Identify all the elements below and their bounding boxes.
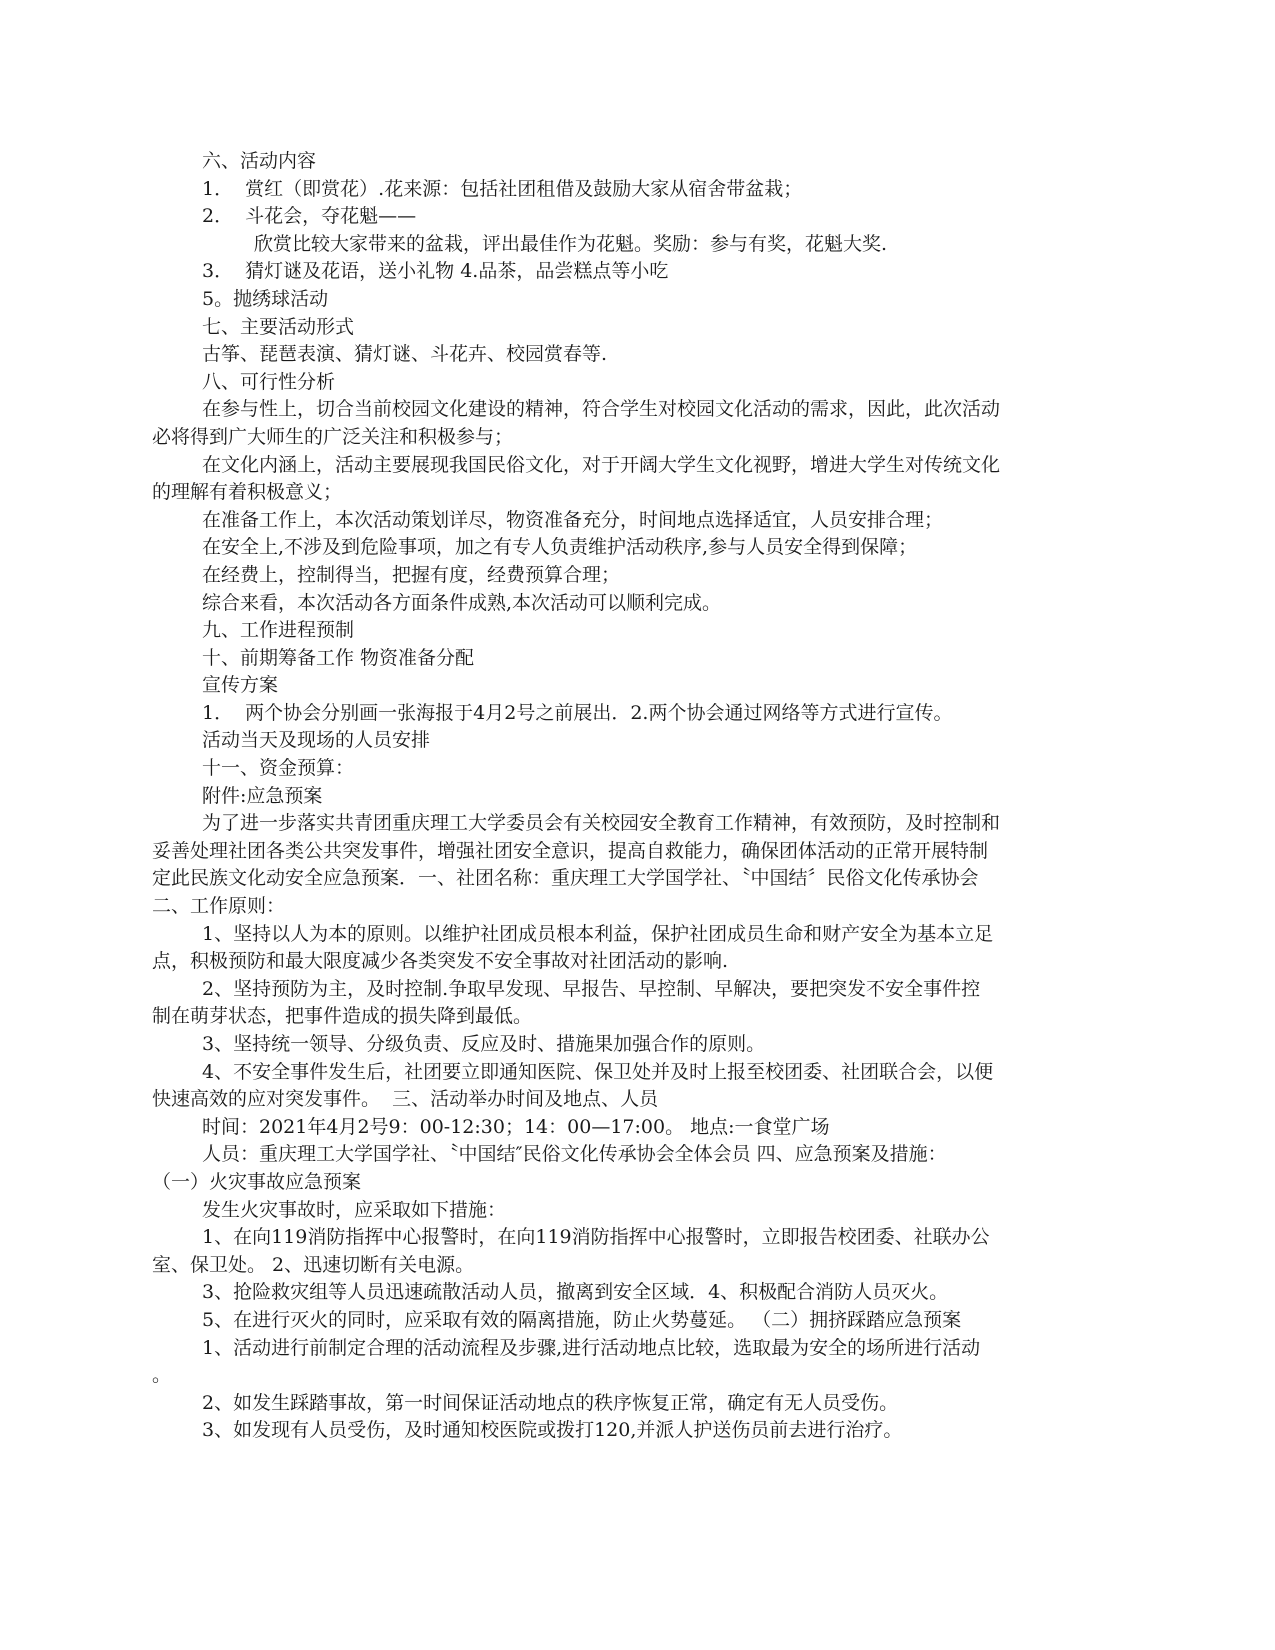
text-line: 2、如发生踩踏事故，第一时间保证活动地点的秩序恢复正常，确定有无人员受伤。: [202, 1391, 899, 1414]
text-line: 宣传方案: [202, 674, 279, 697]
text-line: 十、前期筹备工作 物资准备分配: [202, 646, 475, 669]
text-line: 3． 猜灯谜及花语，送小礼物 4.品茶，品尝糕点等小吃: [202, 260, 669, 283]
text-line: 妥善处理社团各类公共突发事件，增强社团安全意识，提高自救能力，确保团体活动的正常开展特制: [152, 839, 989, 862]
text-line: 2、坚持预防为主，及时控制.争取早发现、早报告、早控制、早解决，要把突发不安全事件控: [202, 977, 981, 1000]
text-line: 古筝、琵琶表演、猜灯谜、斗花卉、校园赏春等.: [202, 343, 608, 366]
text-line: 室、保卫处。 2、迅速切断有关电源。: [152, 1253, 475, 1276]
text-line: 人员：重庆理工大学国学社、〝中国结″民俗文化传承协会全体会员 四、应急预案及措施：: [202, 1143, 947, 1166]
text-line: 1、活动进行前制定合理的活动流程及步骤,进行活动地点比较，选取最为安全的场所进行活动: [202, 1336, 981, 1359]
text-line: 定此民族文化动安全应急预案．一、社团名称：重庆理工大学国学社、〝中国结〞民俗文化传承协会: [152, 867, 979, 890]
text-line: 在参与性上，切合当前校园文化建设的精神，符合学生对校园文化活动的需求，因此，此次活动: [202, 398, 1001, 421]
text-line: 2． 斗花会，夺花魁——: [202, 205, 417, 228]
document-page: [152, 148, 1130, 1445]
text-line: 点，积极预防和最大限度减少各类突发不安全事故对社团活动的影响.: [152, 950, 729, 973]
text-line: 4、不安全事件发生后，社团要立即通知医院、保卫处并及时上报至校团委、社团联合会，以便: [202, 1060, 994, 1083]
text-line: 必将得到广大师生的广泛关注和积极参与；: [152, 425, 514, 448]
text-line: 综合来看，本次活动各方面条件成熟,本次活动可以顺利完成。: [202, 591, 722, 614]
text-line: 在文化内涵上，活动主要展现我国民俗文化，对于开阔大学生文化视野，增进大学生对传统文化: [202, 453, 1001, 476]
text-line: 时间：2021年4月2号9：00-12:30；14：00—17:00。 地点:一食堂广场: [202, 1115, 830, 1138]
text-line: 1． 两个协会分别画一张海报于4月2号之前展出．2.两个协会通过网络等方式进行宣传。: [202, 701, 953, 724]
text-line: 在准备工作上，本次活动策划详尽，物资准备充分，时间地点选择适宜，人员安排合理；: [202, 508, 944, 531]
text-line: 快速高效的应对突发事件。 三、活动举办时间及地点、人员: [152, 1088, 659, 1111]
text-line: 二、工作原则：: [152, 895, 286, 918]
text-line: 3、坚持统一领导、分级负责、反应及时、措施果加强合作的原则。: [202, 1033, 766, 1055]
text-line: 5。抛绣球活动: [202, 287, 329, 310]
text-line: 发生火灾事故时，应采取如下措施：: [202, 1198, 507, 1221]
text-line: 3、如发现有人员受伤，及时通知校医院或拨打120,并派人护送伤员前去进行治疗。: [202, 1419, 903, 1442]
text-line: 欣赏比较大家带来的盆栽，评出最佳作为花魁。奖励：参与有奖，花魁大奖.: [254, 232, 888, 255]
text-line: 为了进一步落实共青团重庆理工大学委员会有关校园安全教育工作精神，有效预防，及时控制和: [202, 812, 1001, 835]
text-line: 的理解有着积极意义；: [152, 481, 343, 504]
text-line: 3、抢险救灾组等人员迅速疏散活动人员，撤离到安全区域．4、积极配合消防人员灭火。: [202, 1281, 949, 1304]
text-line: 1、坚持以人为本的原则。以维护社团成员根本利益，保护社团成员生命和财产安全为基本立足: [202, 922, 994, 945]
text-line: 六、活动内容: [202, 150, 317, 172]
text-line: 七、主要活动形式: [202, 315, 355, 338]
text-line: （一）火灾事故应急预案: [152, 1170, 362, 1193]
text-line: 附件:应急预案: [202, 784, 323, 807]
text-line: 九、工作进程预制: [202, 619, 355, 642]
text-line: 。: [152, 1364, 172, 1387]
text-line: 5、在进行灭火的同时，应采取有效的隔离措施，防止火势蔓延。 （二）拥挤踩踏应急预案: [202, 1308, 962, 1331]
text-line: 制在萌芽状态，把事件造成的损失降到最低。: [152, 1005, 533, 1028]
text-line: 十一、资金预算：: [202, 757, 355, 780]
text-line: 1、在向119消防指挥中心报警时，在向119消防指挥中心报警时，立即报告校团委、社联办公: [202, 1226, 990, 1249]
text-line: 在安全上,不涉及到危险事项，加之有专人负责维护活动秩序,参与人员安全得到保障；: [202, 536, 918, 559]
text-line: 1． 赏红（即赏花）.花来源：包括社团租借及鼓励大家从宿舍带盆栽；: [202, 177, 803, 200]
text-line: 活动当天及现场的人员安排: [202, 729, 431, 752]
text-line: 八、可行性分析: [202, 370, 336, 393]
text-line: 在经费上，控制得当，把握有度，经费预算合理；: [202, 563, 621, 586]
